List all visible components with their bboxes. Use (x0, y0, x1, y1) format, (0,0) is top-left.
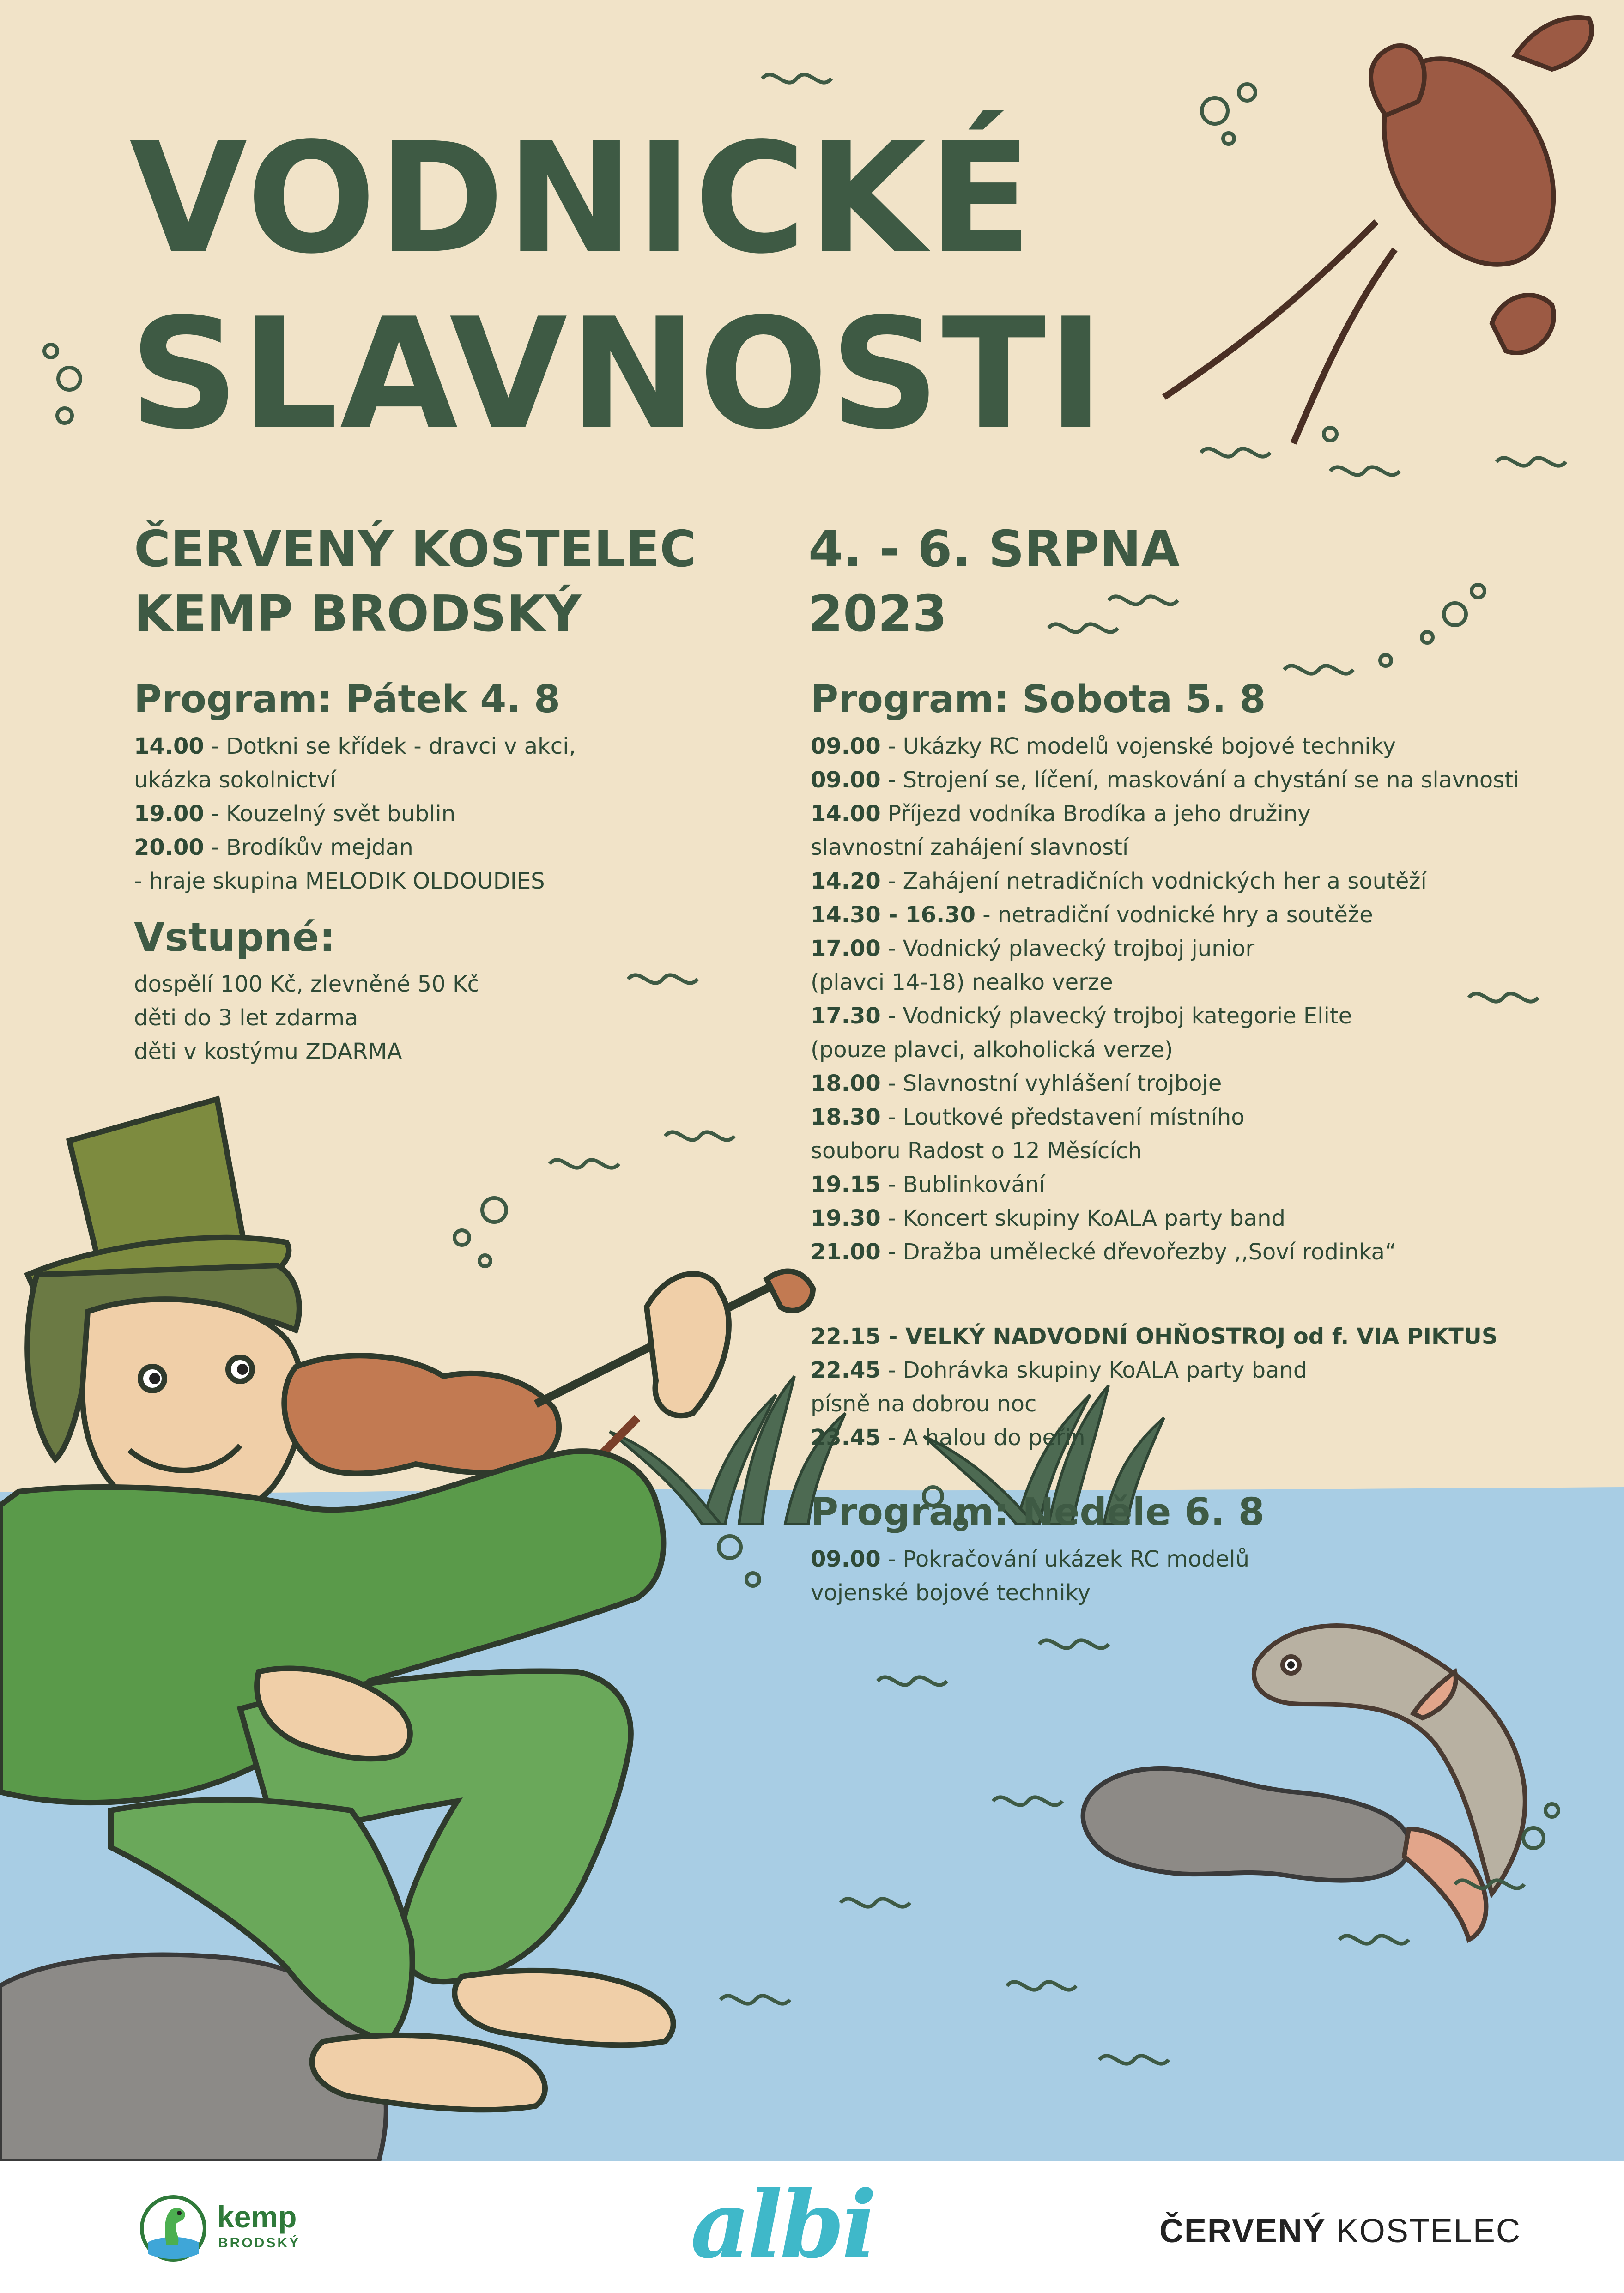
list-item (134, 797, 781, 831)
item-text: (plavci 14-18) nealko verze (811, 969, 1113, 995)
saturday-heading: Program: Sobota 5. 8 (811, 678, 1266, 721)
item-text: - Pokračování ukázek RC modelů (880, 1546, 1249, 1572)
cerveny-kostelec-logo (1159, 2212, 1521, 2250)
item-time: 19.30 (811, 1205, 881, 1231)
list-item (811, 831, 1596, 865)
title-line-1: VODNICKÉ (129, 110, 1034, 287)
list-item (811, 1354, 1596, 1387)
item-time: 14.30 - 16.30 (811, 902, 976, 928)
list-item (134, 730, 781, 763)
item-time: 23.45 (811, 1425, 881, 1451)
item-time: 20.00 (134, 835, 204, 860)
list-item (134, 831, 781, 865)
entry-heading: Vstupné: (134, 914, 335, 961)
item-time: 09.00 (811, 733, 881, 759)
location-block (134, 517, 696, 647)
list-item (811, 1421, 1596, 1455)
item-text: - Koncert skupiny KoALA party band (880, 1205, 1286, 1231)
item-time: 09.00 (811, 767, 881, 793)
item-time: 22.15 (811, 1324, 881, 1349)
item-text: (pouze plavci, alkoholická verze) (811, 1037, 1173, 1063)
item-time: 18.30 (811, 1104, 881, 1130)
list-item (811, 1067, 1596, 1101)
item-text: - Dražba umělecké dřevořezby ,,Soví rodinka“ (880, 1239, 1396, 1265)
location-camp: KEMP BRODSKÝ (134, 585, 582, 643)
item-text: - Zahájení netradičních vodnických her a soutěží (880, 868, 1427, 894)
item-text: slavnostní zahájení slavností (811, 835, 1129, 860)
item-time: 14.00 (811, 801, 881, 827)
sunday-heading: Program: Neděle 6. 8 (811, 1490, 1265, 1534)
item-text: - Vodnický plavecký trojboj kategorie Elite (880, 1003, 1352, 1029)
item-text: - Slavnostní vyhlášení trojboje (880, 1071, 1222, 1096)
date-block (808, 517, 1180, 647)
list-item (811, 797, 1596, 831)
kemp-logo-text: kemp (217, 2200, 297, 2234)
item-time: 14.20 (811, 868, 881, 894)
entry-fee (134, 912, 479, 1069)
item-text: - Vodnický plavecký trojboj junior (880, 936, 1255, 962)
list-item (134, 865, 781, 898)
poster-title (129, 111, 1106, 462)
entry-line: děti v kostýmu ZDARMA (134, 1039, 402, 1065)
item-text: - A halou do peřin (880, 1425, 1085, 1451)
sunday-program (811, 1487, 1596, 1610)
list-item (811, 1543, 1596, 1576)
item-time: 17.00 (811, 936, 881, 962)
item-time: 09.00 (811, 1546, 881, 1572)
friday-list (134, 730, 781, 898)
list-item (811, 966, 1596, 999)
list-item (811, 1101, 1596, 1134)
list-item (134, 763, 781, 797)
title-line-2: SLAVNOSTI (129, 285, 1106, 463)
sunday-list (811, 1543, 1596, 1610)
item-time: 14.00 (134, 733, 204, 759)
saturday-list (811, 730, 1596, 1269)
friday-heading: Program: Pátek 4. 8 (134, 678, 561, 721)
item-text: - VELKÝ NADVODNÍ OHŇOSTROJ od f. VIA PIKTUS (880, 1324, 1498, 1349)
list-item (811, 1134, 1596, 1168)
item-text: - hraje skupina MELODIK OLDOUDIES (134, 868, 545, 894)
list-item (811, 1202, 1596, 1235)
date-year: 2023 (808, 585, 947, 643)
item-text: - Dohrávka skupiny KoALA party band (880, 1357, 1308, 1383)
kemp-logo-icon (139, 2189, 208, 2268)
list-item (811, 865, 1596, 898)
kemp-brodsky-logo (139, 2189, 314, 2268)
city-bold: ČERVENÝ (1159, 2213, 1326, 2250)
item-time: 19.00 (134, 801, 204, 827)
item-text: - netradiční vodnické hry a soutěže (976, 902, 1373, 928)
item-text: - Bublinkování (880, 1172, 1045, 1198)
list-item (811, 999, 1596, 1033)
saturday-program (811, 674, 1596, 1610)
albi-logo: albi (691, 2171, 874, 2279)
date-range: 4. - 6. SRPNA (808, 520, 1180, 578)
item-text: - Loutkové představení místního (880, 1104, 1245, 1130)
list-item (811, 1576, 1596, 1610)
list-item (811, 1168, 1596, 1202)
item-time: 17.30 (811, 1003, 881, 1029)
entry-line: děti do 3 let zdarma (134, 1005, 358, 1031)
entry-list (134, 968, 479, 1069)
item-text: Příjezd vodníka Brodíka a jeho družiny (880, 801, 1311, 827)
kemp-logo-subtext: BRODSKÝ (218, 2235, 301, 2251)
item-time: 21.00 (811, 1239, 881, 1265)
saturday-late-list (811, 1320, 1596, 1455)
entry-line: dospělí 100 Kč, zlevněné 50 Kč (134, 971, 479, 997)
item-text: - Ukázky RC modelů vojenské bojové techniky (880, 733, 1396, 759)
friday-program (134, 674, 781, 898)
list-item (811, 763, 1596, 797)
crayfish (1164, 18, 1592, 443)
list-item (811, 1033, 1596, 1067)
location-city: ČERVENÝ KOSTELEC (134, 520, 697, 578)
city-regular: KOSTELEC (1326, 2213, 1521, 2250)
item-time: 18.00 (811, 1071, 881, 1096)
item-text: písně na dobrou noc (811, 1391, 1037, 1417)
item-text: - Kouzelný svět bublin (204, 801, 456, 827)
list-item (811, 1235, 1596, 1269)
item-text: souboru Radost o 12 Měsících (811, 1138, 1142, 1164)
item-time: 22.45 (811, 1357, 881, 1383)
item-time: 19.15 (811, 1172, 881, 1198)
item-text: - Strojení se, líčení, maskování a chystání se na slavnosti (880, 767, 1520, 793)
list-item (811, 932, 1596, 966)
list-item (811, 1387, 1596, 1421)
list-item (811, 898, 1596, 932)
item-text: - Dotkni se křídek - dravci v akci, (204, 733, 576, 759)
list-item (811, 730, 1596, 763)
item-text: ukázka sokolnictví (134, 767, 336, 793)
item-text: vojenské bojové techniky (811, 1580, 1091, 1606)
list-item-fireworks (811, 1320, 1596, 1354)
item-text: - Brodíkův mejdan (204, 835, 413, 860)
